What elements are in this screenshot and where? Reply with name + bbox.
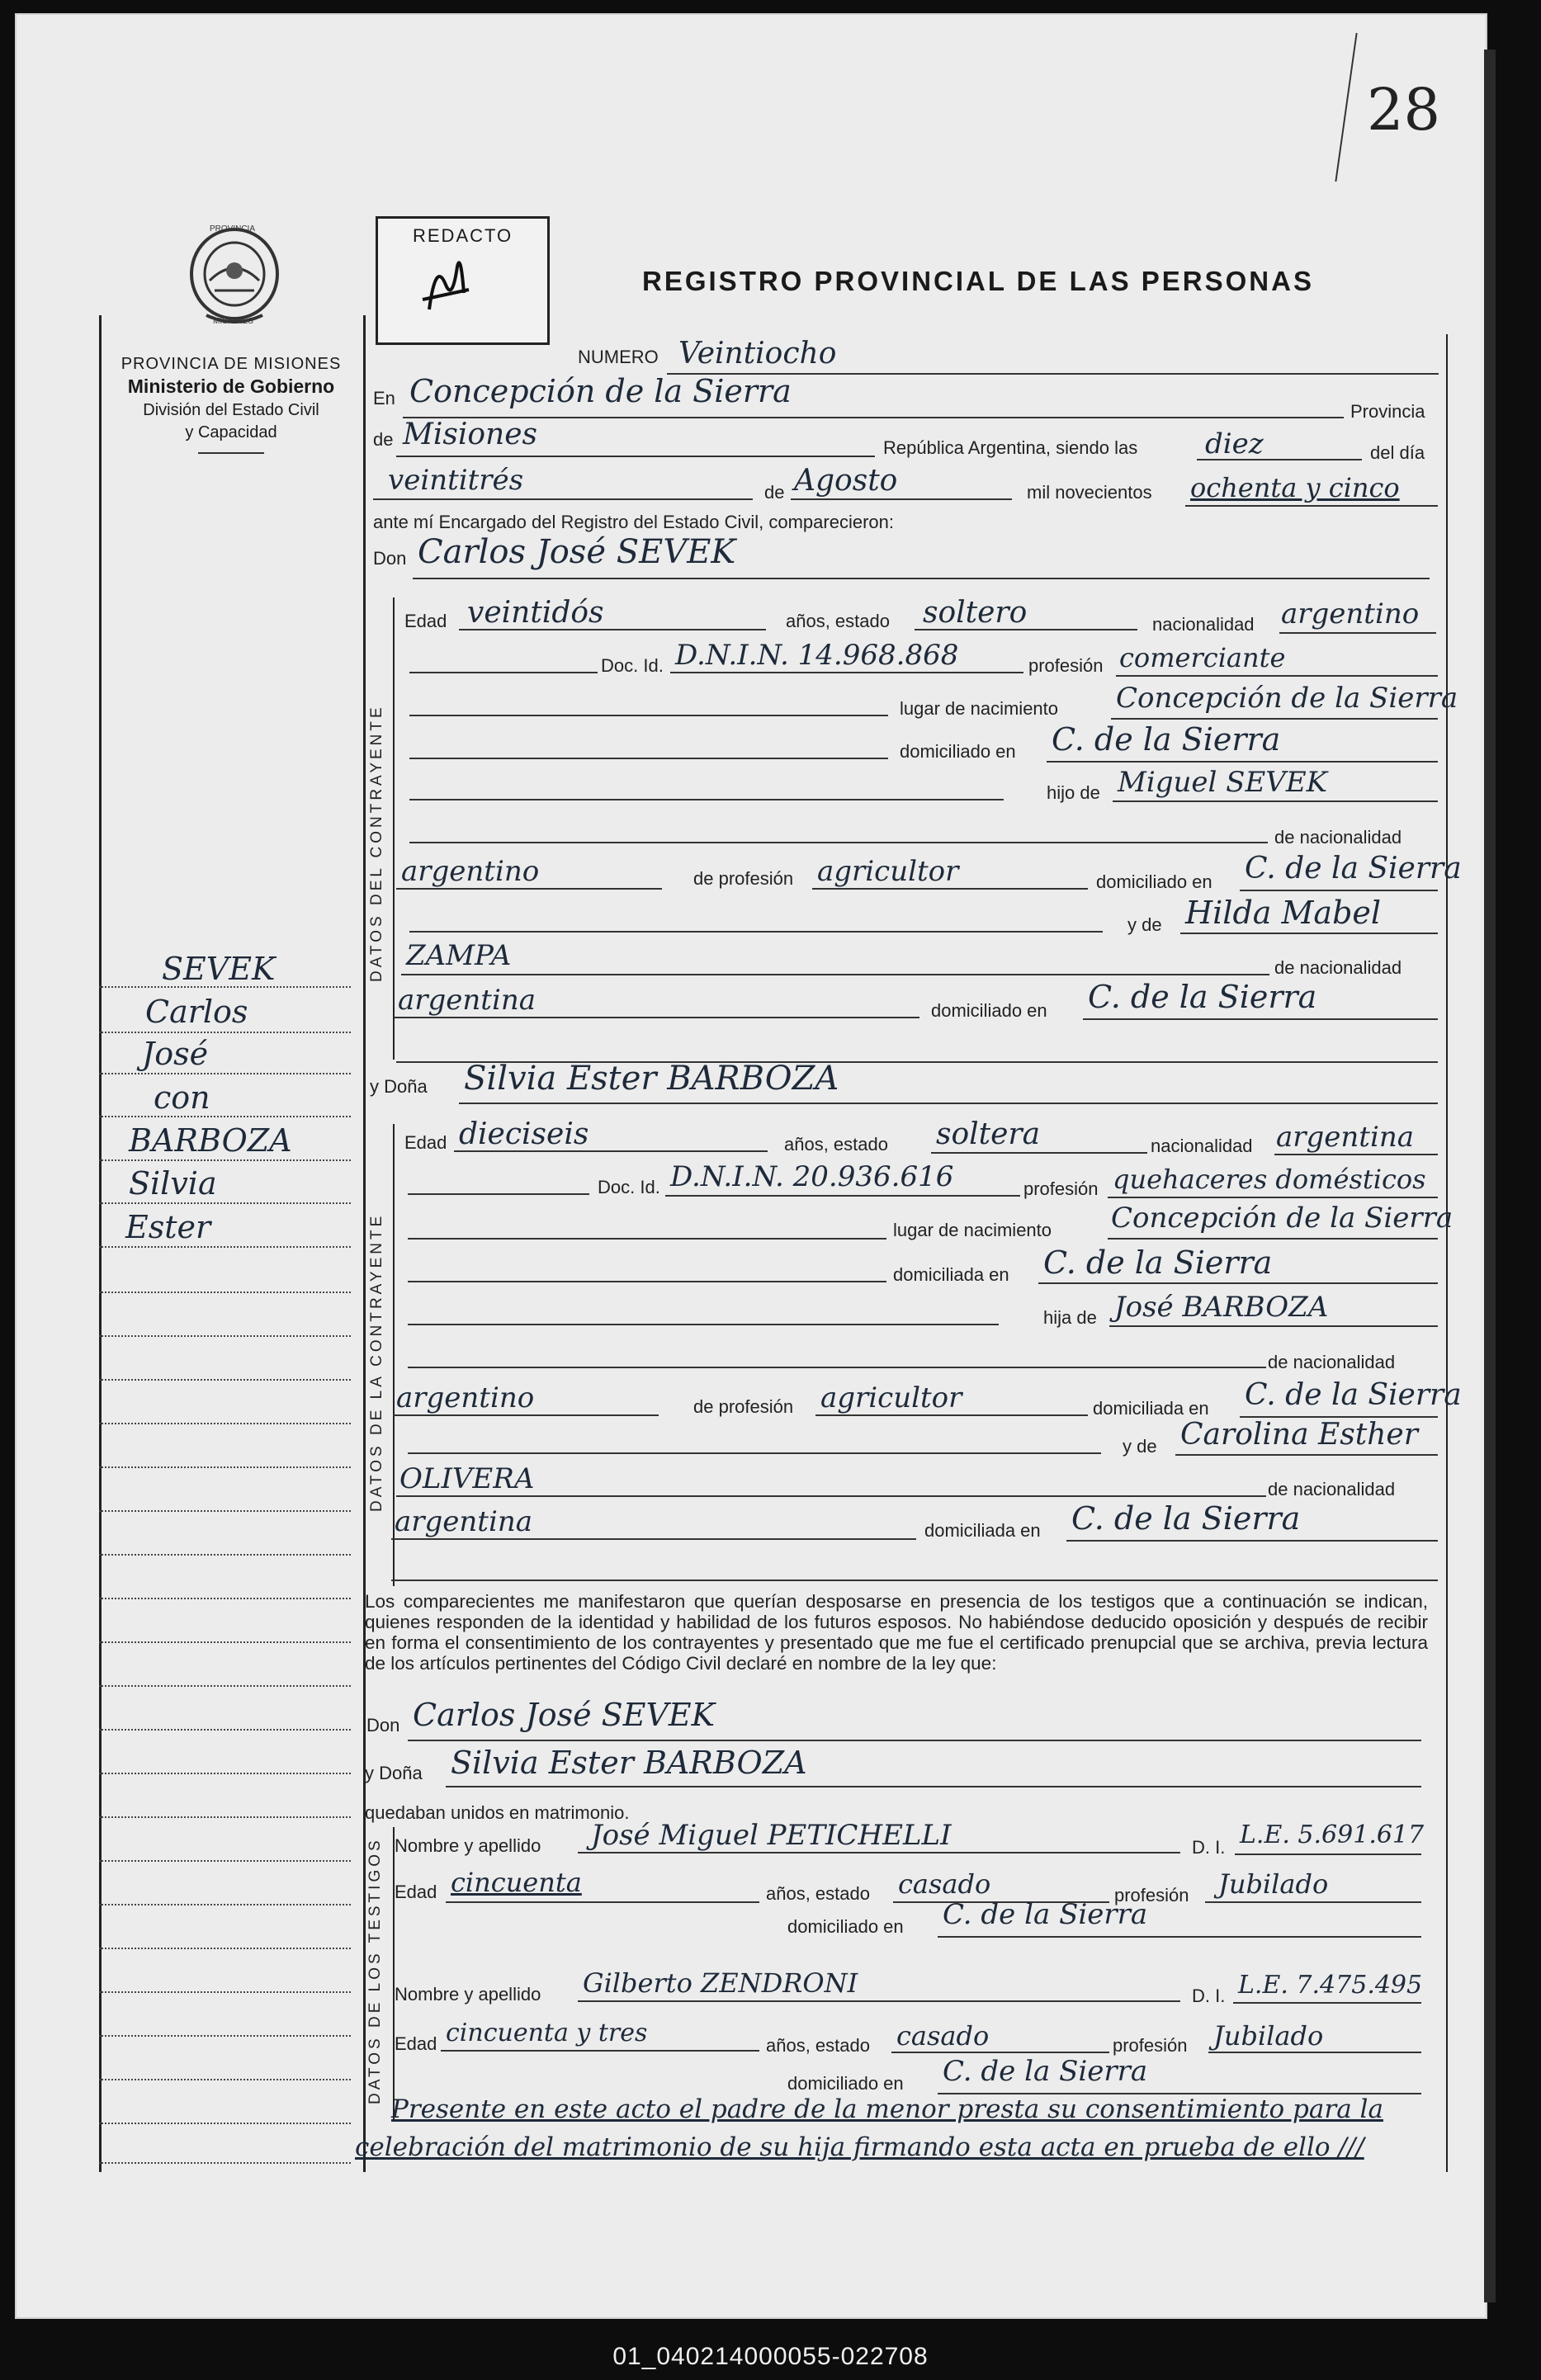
margin-line <box>99 1159 351 1161</box>
groom-nacimiento-label: lugar de nacimiento <box>900 698 1059 719</box>
margin-line <box>99 2162 351 2164</box>
bride-name: Silvia Ester BARBOZA <box>464 1060 839 1098</box>
bride-nacimiento: Concepción de la Sierra <box>1111 1202 1454 1235</box>
margin-line <box>99 1379 351 1381</box>
groom-padre-profesion: agricultor <box>817 855 959 888</box>
numero-value: Veintiocho <box>678 337 837 371</box>
book-spine <box>1484 50 1496 2302</box>
groom-nacionalidad: argentino <box>1281 597 1420 630</box>
margin-line <box>99 1816 351 1818</box>
groom-padre-nacionalidad: argentino <box>401 855 540 888</box>
note-line-2: celebración del matrimonio de su hija firmando esta acta en prueba de ello /// <box>355 2132 1364 2162</box>
bride-name-line <box>459 1103 1438 1104</box>
bride-domicilio-label: domiciliada en <box>893 1264 1009 1285</box>
groom-hijo-label: hijo de <box>1047 782 1100 803</box>
witness1-di: L.E. 5.691.617 <box>1240 1820 1425 1849</box>
bride-estado: soltera <box>936 1117 1041 1151</box>
groom-madre-prefix-line <box>409 931 1103 933</box>
witness1-anos-label: años, estado <box>766 1883 870 1904</box>
anio-value: ochenta y cinco <box>1190 472 1400 503</box>
bride-padre-line <box>1109 1325 1438 1327</box>
groom-domicilio: C. de la Sierra <box>1052 721 1281 758</box>
bride-padre-profesion-line <box>815 1414 1088 1416</box>
groom-profesion-label: profesión <box>1028 655 1104 676</box>
witness1-di-label: D. I. <box>1192 1837 1226 1858</box>
groom-don-label: Don <box>373 548 407 569</box>
bride-y-de-label: y de <box>1123 1436 1157 1457</box>
hora-value: diez <box>1205 427 1264 460</box>
witness2-edad-line <box>441 2050 759 2052</box>
bride-padre-extra-line <box>408 1367 1266 1368</box>
groom-doc-prefix-line <box>409 672 598 673</box>
margin-line <box>99 1510 351 1512</box>
declaration-don-line <box>408 1740 1421 1741</box>
witness1-domicilio-line <box>938 1936 1421 1938</box>
margin-line <box>99 1598 351 1599</box>
witness2-nombre-label: Nombre y apellido <box>395 1984 541 2005</box>
witness2-estado: casado <box>896 2020 990 2052</box>
bride-madre-prefix-line <box>408 1452 1101 1454</box>
bride-nacionalidad: argentina <box>1276 1121 1415 1154</box>
provincial-seal <box>182 223 287 330</box>
republica-text: República Argentina, siendo las <box>883 437 1138 458</box>
declaration-don-label: Don <box>366 1715 400 1735</box>
bride-madre-apellido-line <box>396 1495 1266 1497</box>
margin-line <box>99 1729 351 1731</box>
header-left-block <box>99 355 363 454</box>
bride-madre-nacionalidad-line <box>391 1538 916 1540</box>
bride-dona-label: y Doña <box>370 1076 428 1097</box>
groom-madre-nacionalidad: argentina <box>398 984 537 1017</box>
declaration-dona-line <box>446 1786 1421 1787</box>
witness1-estado: casado <box>898 1868 991 1900</box>
bride-nacimiento-line <box>1108 1238 1438 1240</box>
redacto-stamp <box>376 216 550 345</box>
right-rule <box>1446 334 1448 2172</box>
bride-madre-domicilio-line <box>1066 1540 1438 1542</box>
groom-madre-apellido-line <box>401 974 1269 975</box>
groom-name: Carlos José SEVEK <box>418 533 736 571</box>
groom-madre-domicilio-label: domiciliado en <box>931 1000 1047 1021</box>
groom-edad: veintidós <box>467 596 604 630</box>
groom-domicilio-line <box>1047 761 1438 763</box>
witness2-profesion: Jubilado <box>1213 2020 1324 2052</box>
witness1-edad: cincuenta <box>451 1867 582 1898</box>
bride-section-label: DATOS DE LA CONTRAYENTE <box>368 1212 385 1512</box>
groom-nacimiento-prefix-line <box>409 715 888 716</box>
stamp-initials-signature <box>378 219 547 342</box>
groom-nacionalidad-line <box>1279 632 1436 634</box>
margin-line <box>99 1860 351 1862</box>
declaration-dona: Silvia Ester BARBOZA <box>451 1745 807 1781</box>
groom-y-de-label: y de <box>1127 914 1162 935</box>
anio-line <box>1185 505 1438 507</box>
provincia-label: Provincia <box>1350 401 1425 422</box>
groom-domicilio-label: domiciliado en <box>900 741 1016 762</box>
bride-madre-domicilio-label: domiciliada en <box>924 1520 1041 1541</box>
mes-line <box>791 498 1012 500</box>
de-mes-label: de <box>764 482 785 503</box>
witness2-nombre-line <box>578 2000 1180 2002</box>
margin-surname-groom: SEVEK <box>162 951 276 987</box>
witness1-edad-line <box>446 1901 759 1903</box>
bride-madre-domicilio: C. de la Sierra <box>1071 1500 1301 1537</box>
witness2-edad-label: Edad <box>395 2033 437 2054</box>
bride-doc-line <box>665 1195 1020 1197</box>
groom-edad-line <box>459 629 766 630</box>
dia-line <box>373 498 753 500</box>
mil-label: mil novecientos <box>1027 482 1152 503</box>
witness1-nombre-line <box>578 1852 1180 1853</box>
bride-nacimiento-prefix-line <box>408 1238 886 1240</box>
groom-madre-nacionalidad-label: de nacionalidad <box>1274 957 1402 978</box>
margin-line <box>99 1773 351 1774</box>
groom-domicilio-prefix-line <box>409 758 888 759</box>
bride-edad: dieciseis <box>459 1117 589 1151</box>
groom-madre-nacionalidad-line <box>395 1017 919 1018</box>
witness1-domicilio-label: domiciliado en <box>787 1916 904 1937</box>
groom-section-label: DATOS DEL CONTRAYENTE <box>368 704 385 982</box>
declaration-text: Los comparecientes me manifestaron que querían desposarse en presencia de los testigos que a continuación se indican, quienes responden de la identidad y habilidad de los futuros esposos. No habiéndose deducido oposición y después de recibir en forma el consentimiento de los contrayentes y presentado que me fue el certificado prenupcial que se archiva, previa lectura de los artículos pertinentes del Código Civil declaré en nombre de la ley que: <box>365 1591 1428 1674</box>
margin-line <box>99 1554 351 1556</box>
witness1-nombre: José Miguel PETICHELLI <box>591 1819 952 1852</box>
declaration-don: Carlos José SEVEK <box>413 1697 716 1733</box>
bride-domicilio-prefix-line <box>408 1281 886 1282</box>
bride-padre-domicilio-label: domiciliada en <box>1093 1398 1209 1419</box>
margin-line <box>99 1335 351 1337</box>
bride-madre-apellido: OLIVERA <box>399 1462 535 1495</box>
bride-hija-label: hija de <box>1043 1307 1097 1328</box>
groom-estado: soltero <box>923 596 1028 630</box>
groom-padre-nacionalidad-line <box>396 888 662 890</box>
margin-line <box>99 1202 351 1204</box>
margin-line <box>99 1641 351 1643</box>
de-label: de <box>373 429 394 450</box>
bride-hija-prefix-line <box>408 1324 999 1325</box>
bride-padre-nacionalidad-label: de nacionalidad <box>1268 1352 1396 1372</box>
margin-name-bride-second: Ester <box>125 1209 211 1245</box>
margin-line <box>99 2079 351 2080</box>
margin-column-rule <box>363 315 366 2172</box>
witness1-di-line <box>1235 1853 1421 1855</box>
bride-madre: Carolina Esther <box>1180 1418 1418 1452</box>
capacity-label: y Capacidad <box>185 423 277 442</box>
bride-edad-line <box>454 1150 768 1152</box>
bride-profesion-label: profesión <box>1023 1178 1099 1199</box>
bride-doc: D.N.I.N. 20.936.616 <box>670 1160 954 1193</box>
bride-padre: José BARBOZA <box>1114 1291 1329 1324</box>
bride-profesion-line <box>1108 1197 1438 1198</box>
bride-padre-nacionalidad: argentino <box>396 1381 535 1414</box>
witness2-di-label: D. I. <box>1192 1986 1226 2006</box>
margin-line <box>99 1292 351 1293</box>
witness-section-rule <box>393 1827 395 2119</box>
margin-line <box>99 2123 351 2124</box>
groom-edad-label: Edad <box>404 611 447 631</box>
margin-name-bride-first: Silvia <box>129 1165 217 1202</box>
footer-image-id: 01_040214000055-022708 <box>612 2343 929 2370</box>
groom-section-rule <box>393 597 395 1060</box>
margin-line <box>99 1246 351 1248</box>
witness2-estado-line <box>891 2052 1109 2053</box>
witness2-domicilio-label: domiciliado en <box>787 2073 904 2094</box>
division-label: División del Estado Civil <box>143 401 319 419</box>
bride-padre-domicilio: C. de la Sierra <box>1245 1378 1462 1412</box>
bride-doc-prefix-line <box>408 1193 589 1195</box>
bride-padre-nacionalidad-line <box>393 1414 659 1416</box>
witness2-anos-label: años, estado <box>766 2035 870 2056</box>
bride-madre-nacionalidad-label: de nacionalidad <box>1268 1479 1396 1499</box>
groom-padre-line <box>1113 800 1438 802</box>
margin-name-groom-first: Carlos <box>145 994 248 1030</box>
page-number: 28 <box>1367 76 1441 144</box>
margin-line <box>99 1991 351 1993</box>
groom-nacionalidad-label: nacionalidad <box>1152 614 1255 635</box>
witness1-nombre-label: Nombre y apellido <box>395 1835 541 1856</box>
margin-line <box>99 1073 351 1074</box>
groom-name-line <box>413 578 1430 579</box>
witness2-edad: cincuenta y tres <box>446 2019 648 2047</box>
bride-nacimiento-label: lugar de nacimiento <box>893 1220 1052 1240</box>
witness1-profesion-line <box>1205 1901 1421 1903</box>
groom-padre-nacionalidad-label: de nacionalidad <box>1274 827 1402 848</box>
declaration-dona-label: y Doña <box>365 1763 423 1783</box>
groom-hijo-prefix-line <box>409 799 1004 800</box>
groom-nacimiento: Concepción de la Sierra <box>1116 682 1458 715</box>
bride-edad-label: Edad <box>404 1132 447 1153</box>
seal-top-text: PROVINCIA <box>210 224 256 234</box>
witness2-di: L.E. 7.475.495 <box>1238 1971 1423 2000</box>
groom-doc-line <box>670 672 1023 673</box>
groom-profesion-line <box>1116 675 1438 677</box>
bride-madre-nacionalidad: argentina <box>395 1505 533 1538</box>
header-divider <box>198 452 264 454</box>
witness1-profesion: Jubilado <box>1218 1868 1329 1900</box>
groom-padre-extra-line <box>409 842 1268 843</box>
declaration-quedaban: quedaban unidos en matrimonio. <box>365 1802 630 1823</box>
groom-madre-apellido: ZAMPA <box>406 939 512 972</box>
bride-nacionalidad-line <box>1274 1154 1438 1155</box>
provincia-value: Misiones <box>403 418 538 451</box>
margin-name-groom-second: José <box>142 1036 209 1072</box>
margin-con: con <box>154 1079 210 1116</box>
groom-madre-domicilio-line <box>1083 1018 1438 1020</box>
numero-label: NUMERO <box>578 347 659 367</box>
margin-line <box>99 1423 351 1424</box>
ante-text: ante mí Encargado del Registro del Estado Civil, comparecieron: <box>373 512 894 532</box>
left-margin-rule <box>99 315 102 2172</box>
del-dia-label: del día <box>1370 442 1425 463</box>
province-label: PROVINCIA DE MISIONES <box>121 355 342 373</box>
groom-doc-label: Doc. Id. <box>601 655 664 676</box>
margin-line <box>99 1116 351 1117</box>
bride-anos-label: años, estado <box>784 1134 888 1155</box>
bride-domicilio: C. de la Sierra <box>1043 1244 1273 1281</box>
bride-estado-line <box>931 1152 1147 1154</box>
margin-line <box>99 2035 351 2037</box>
page-title: REGISTRO PROVINCIAL DE LAS PERSONAS <box>642 266 1314 296</box>
bride-profesion: quehaceres domésticos <box>1113 1164 1426 1195</box>
redacto-label: REDACTO <box>413 225 513 246</box>
groom-padre-domicilio: C. de la Sierra <box>1245 852 1462 885</box>
groom-estado-line <box>915 629 1137 630</box>
margin-line <box>99 1032 351 1033</box>
groom-padre-domicilio-line <box>1240 890 1438 891</box>
witness2-domicilio: C. de la Sierra <box>943 2055 1148 2088</box>
ministry-label: Ministerio de Gobierno <box>127 375 335 397</box>
groom-nacimiento-line <box>1111 718 1438 720</box>
lugar-line <box>403 417 1344 418</box>
margin-line <box>99 1466 351 1468</box>
witness-section-label: DATOS DE LOS TESTIGOS <box>366 1837 384 2104</box>
groom-anos-label: años, estado <box>786 611 890 631</box>
groom-padre-profesion-label: de profesión <box>693 868 794 889</box>
witness2-profesion-line <box>1208 2052 1421 2053</box>
bride-doc-label: Doc. Id. <box>598 1177 660 1197</box>
hora-line <box>1197 459 1362 460</box>
dia-value: veintitrés <box>388 464 524 497</box>
witness1-domicilio: C. de la Sierra <box>943 1898 1148 1931</box>
provincia-line <box>396 456 875 457</box>
groom-madre-line <box>1180 933 1438 934</box>
groom-padre-profesion-line <box>812 888 1088 890</box>
groom-profesion: comerciante <box>1119 642 1286 673</box>
witness1-profesion-label: profesión <box>1114 1885 1189 1905</box>
lugar-value: Concepción de la Sierra <box>409 373 792 409</box>
witness1-edad-label: Edad <box>395 1882 437 1902</box>
mes-value: Agosto <box>794 464 898 498</box>
bride-blank-line <box>391 1580 1438 1581</box>
note-line-1: Presente en este acto el padre de la menor presta su consentimiento para la <box>391 2094 1383 2124</box>
margin-line <box>99 1685 351 1687</box>
groom-madre-domicilio: C. de la Sierra <box>1088 979 1317 1015</box>
bride-padre-profesion-label: de profesión <box>693 1396 794 1417</box>
margin-line <box>99 1904 351 1905</box>
groom-madre: Hilda Mabel <box>1185 895 1382 931</box>
bride-domicilio-line <box>1038 1282 1438 1284</box>
groom-doc: D.N.I.N. 14.968.868 <box>675 639 959 672</box>
bride-nacionalidad-label: nacionalidad <box>1151 1136 1253 1156</box>
bride-padre-profesion: agricultor <box>820 1381 962 1414</box>
witness2-di-line <box>1233 2002 1421 2004</box>
margin-surname-bride: BARBOZA <box>129 1122 292 1159</box>
witness2-profesion-label: profesión <box>1113 2035 1188 2056</box>
margin-line <box>99 1948 351 1949</box>
groom-padre: Miguel SEVEK <box>1118 766 1328 799</box>
witness2-nombre: Gilberto ZENDRONI <box>583 1967 858 1999</box>
groom-padre-domicilio-label: domiciliado en <box>1096 871 1212 892</box>
bride-madre-line <box>1175 1454 1438 1456</box>
en-label: En <box>373 388 395 408</box>
seal-bottom-text: MISIONES <box>213 317 253 326</box>
